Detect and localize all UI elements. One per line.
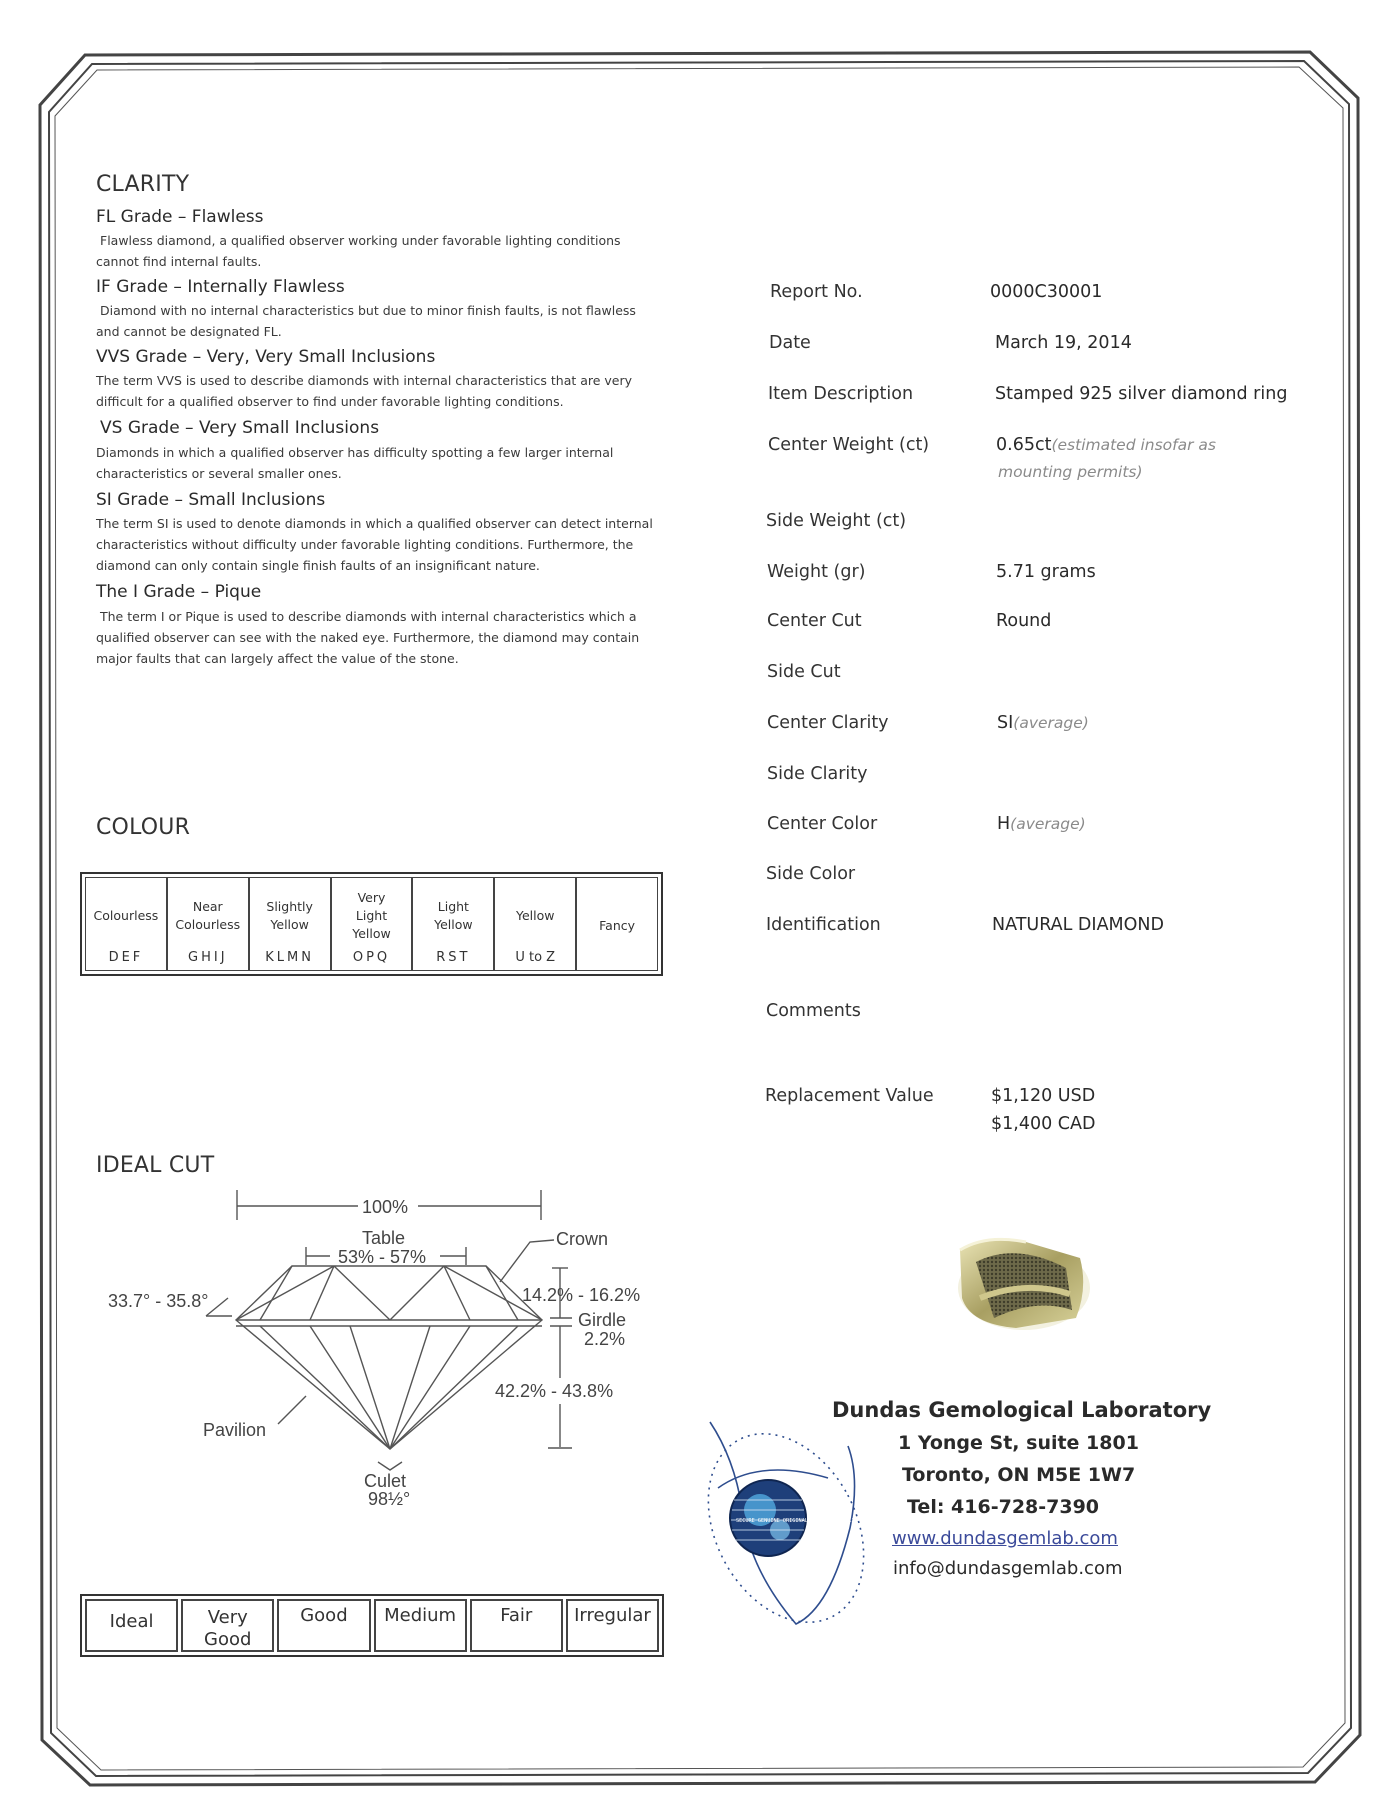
colour-name: Slightly Yellow [266, 899, 313, 932]
colour-letters: RST [436, 950, 471, 965]
colour-cell-yellow [495, 878, 577, 970]
center-weight-amount: 0.65ct [996, 435, 1052, 455]
lab-address-line2: Toronto, ON M5E 1W7 [902, 1464, 1136, 1486]
weight-grams-label: Weight (gr) [767, 562, 866, 582]
colour-name: Light Yellow [434, 899, 473, 932]
colour-scale-table [80, 872, 663, 976]
lab-website-link[interactable]: www.dundasgemlab.com [892, 1528, 1118, 1549]
replacement-value-cad: $1,400 CAD [991, 1114, 1096, 1134]
lab-phone: Tel: 416-728-7390 [907, 1496, 1100, 1518]
cut-grade-good: Good [277, 1599, 370, 1652]
table-label: Table [362, 1228, 406, 1248]
culet-label: Culet [364, 1471, 407, 1491]
replacement-value-label: Replacement Value [765, 1086, 934, 1106]
weight-grams-value: 5.71 grams [996, 562, 1096, 582]
seal-text: SECURE GENUINE ORIGINAL AUTHENTIC VALID [736, 1518, 858, 1524]
colour-letters: U to Z [515, 950, 556, 965]
girdle-label: Girdle [578, 1310, 627, 1330]
colour-letters: DEF [108, 950, 144, 965]
colour-letters: GHIJ [188, 950, 228, 965]
center-clarity-note: (average) [1013, 714, 1089, 732]
colour-cell-colourless [86, 878, 168, 970]
grade-heading-vvs: VVS Grade – Very, Very Small Inclusions [96, 347, 436, 367]
colour-letters: OPQ [352, 950, 391, 965]
crown-angle-label: 33.7° - 35.8° [108, 1291, 209, 1311]
center-cut-label: Center Cut [767, 611, 862, 631]
colour-name: Yellow [515, 908, 555, 923]
cut-grade-ideal: Ideal [85, 1599, 178, 1652]
replacement-value-usd: $1,120 USD [991, 1086, 1096, 1106]
crown-height-label: 14.2% - 16.2% [522, 1285, 641, 1305]
center-clarity-grade: SI [997, 713, 1014, 733]
table-range-label: 53% - 57% [338, 1247, 427, 1267]
culet-angle-label: 98½° [368, 1489, 411, 1509]
side-cut-label: Side Cut [767, 662, 841, 682]
grade-heading-si: SI Grade – Small Inclusions [96, 490, 326, 510]
report-number-label: Report No. [770, 282, 863, 302]
center-color-grade: H [997, 814, 1011, 834]
item-description-value: Stamped 925 silver diamond ring [995, 384, 1288, 404]
colour-cell-fancy [577, 878, 657, 970]
center-clarity-value [997, 713, 1089, 733]
comments-label: Comments [766, 1001, 861, 1021]
colour-cell-near-colourless [168, 878, 250, 970]
colour-cell-very-light-yellow [332, 878, 414, 970]
cut-grade-fair: Fair [470, 1599, 563, 1652]
side-clarity-label: Side Clarity [767, 764, 868, 784]
ring-photo [946, 1228, 1096, 1338]
center-weight-label: Center Weight (ct) [768, 435, 930, 455]
grade-description-fl: Flawless diamond, a qualified observer working under favorable lighting conditions cannot find internal faults. [96, 233, 621, 269]
lab-name: Dundas Gemological Laboratory [832, 1398, 1212, 1422]
grade-heading-if: IF Grade – Internally Flawless [96, 277, 345, 297]
colour-name: Near Colourless [175, 899, 241, 932]
girdle-value-label: 2.2% [584, 1329, 626, 1349]
colour-cell-light-yellow [413, 878, 495, 970]
lab-address-line1: 1 Yonge St, suite 1801 [898, 1432, 1139, 1454]
pavilion-label: Pavilion [203, 1420, 267, 1440]
report-number-value: 0000C30001 [990, 282, 1103, 302]
cut-grade-very-good: Very Good [181, 1599, 274, 1652]
grade-description-vvs: The term VVS is used to describe diamonds with internal characteristics that are very difficult for a qualified observer to find under favorable lighting conditions. [96, 373, 633, 409]
colour-letters: KLMN [265, 950, 314, 965]
pavilion-depth-label: 42.2% - 43.8% [495, 1381, 614, 1401]
clarity-title: CLARITY [96, 172, 190, 197]
security-seal-hologram [700, 1418, 870, 1638]
grade-description-si: The term SI is used to denote diamonds in which a qualified observer can detect internal characteristics without difficulty under favorable lighting conditions. Furthermore, the diamond can only contain single finish faults of an insignificant nature. [96, 516, 653, 573]
identification-value: NATURAL DIAMOND [992, 915, 1164, 935]
colour-name: Colourless [93, 908, 159, 923]
center-weight-note: (estimated insofar as [1051, 436, 1216, 454]
grade-description-if: Diamond with no internal characteristics but due to minor finish faults, is not flawless and cannot be designated FL. [96, 303, 636, 339]
grade-heading-fl: FL Grade – Flawless [96, 207, 264, 227]
center-color-note: (average) [1010, 815, 1086, 833]
grade-heading-vs: VS Grade – Very Small Inclusions [100, 418, 380, 438]
cut-grade-table [80, 1594, 664, 1657]
center-color-value [997, 814, 1086, 834]
item-description-label: Item Description [768, 384, 914, 404]
ideal-cut-title: IDEAL CUT [96, 1153, 215, 1178]
center-color-label: Center Color [767, 814, 878, 834]
center-weight-note-line2: mounting permits) [998, 463, 1143, 481]
side-color-label: Side Color [766, 864, 856, 884]
grade-heading-i: The I Grade – Pique [96, 582, 262, 602]
colour-title: COLOUR [96, 815, 191, 840]
center-clarity-label: Center Clarity [767, 713, 889, 733]
diamond-proportions-diagram [90, 1180, 670, 1520]
side-weight-label: Side Weight (ct) [766, 511, 907, 531]
total-width-label: 100% [362, 1197, 409, 1217]
center-cut-value: Round [996, 611, 1052, 631]
grade-description-i: The term I or Pique is used to describe diamonds with internal characteristics which a qualified observer can see with the naked eye. Furthermore, the diamond may contain major faults that can largely affect the value of the stone. [96, 609, 640, 666]
cut-grade-medium: Medium [374, 1599, 467, 1652]
identification-label: Identification [766, 915, 881, 935]
lab-email: info@dundasgemlab.com [893, 1558, 1123, 1579]
date-label: Date [769, 333, 811, 353]
colour-name: Very Light Yellow [352, 890, 391, 941]
cut-grade-irregular: Irregular [566, 1599, 659, 1652]
crown-label: Crown [556, 1229, 609, 1249]
colour-cell-slightly-yellow [250, 878, 332, 970]
center-weight-value [996, 435, 1216, 455]
grade-description-vs: Diamonds in which a qualified observer has difficulty spotting a few larger internal characteristics or several smaller ones. [96, 445, 614, 481]
colour-name: Fancy [599, 918, 636, 933]
date-value: March 19, 2014 [995, 333, 1132, 353]
